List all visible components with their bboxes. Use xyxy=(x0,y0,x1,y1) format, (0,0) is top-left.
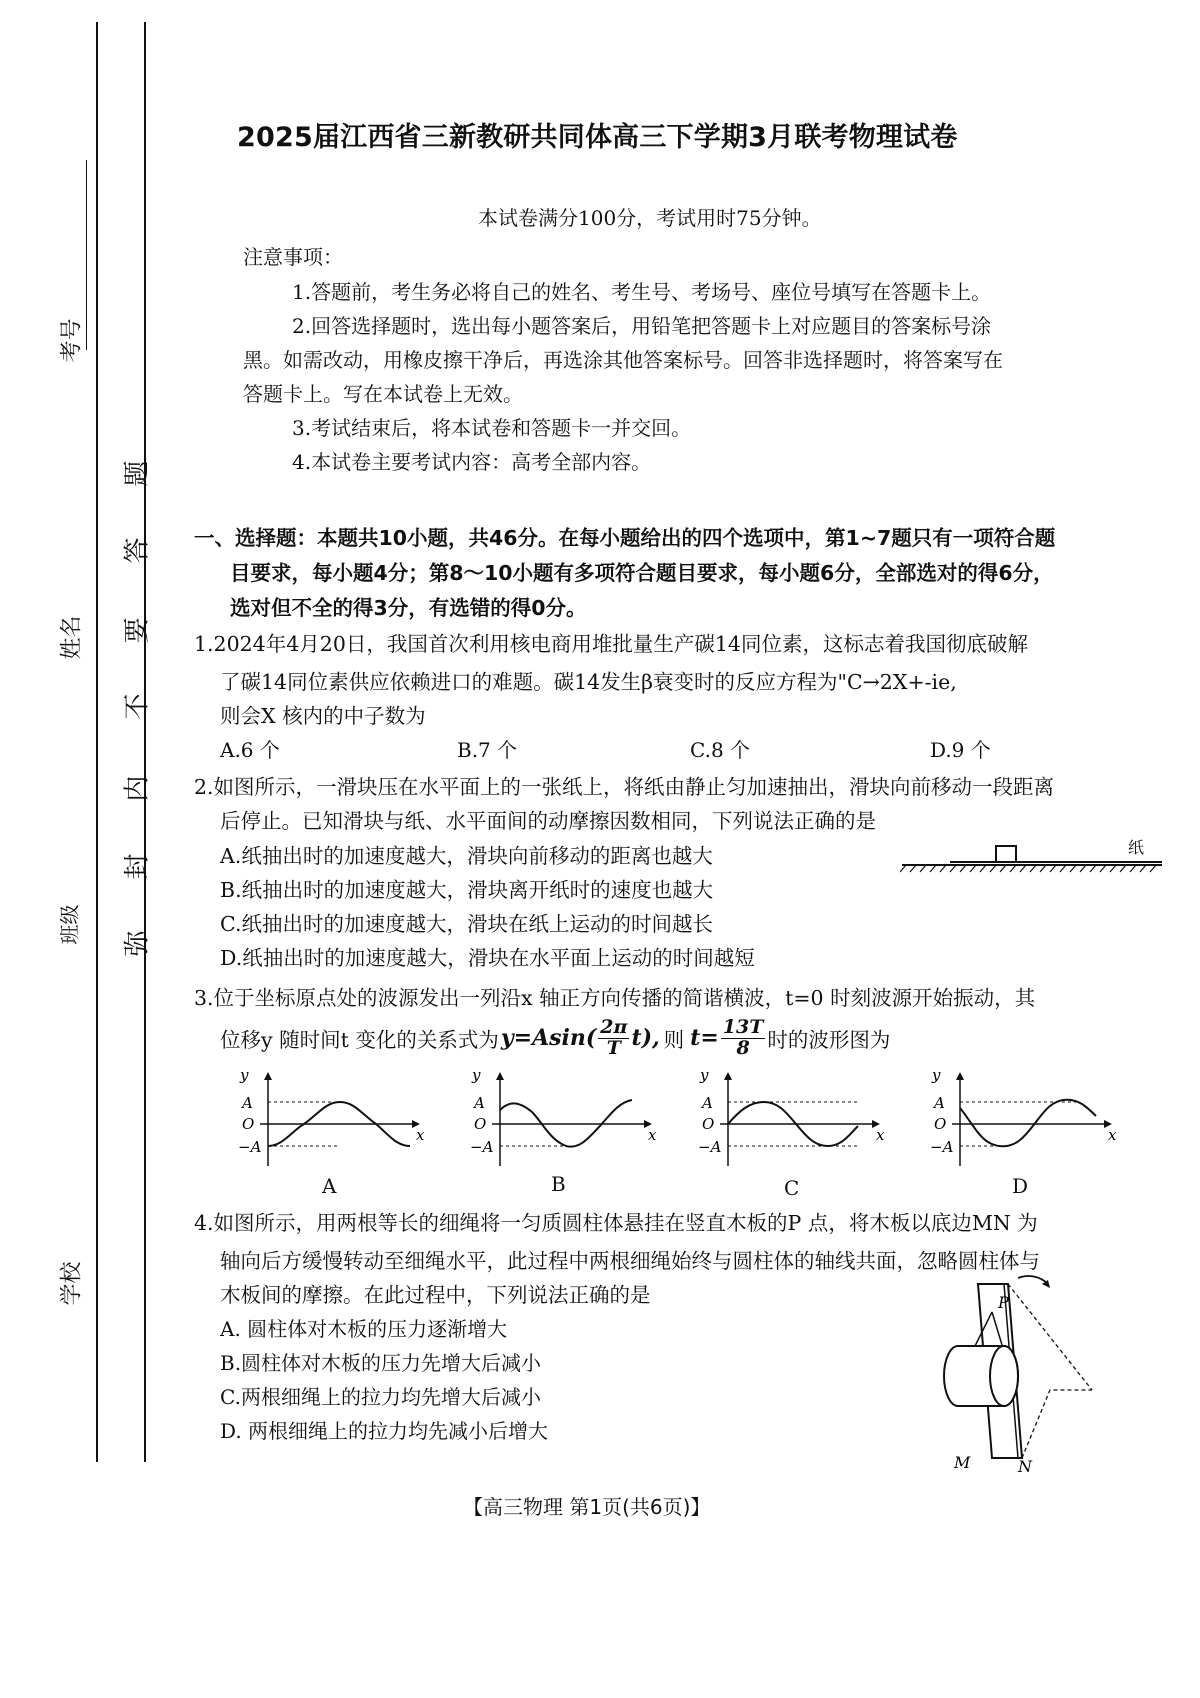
seal-char-3: 要 xyxy=(122,617,153,644)
q1-option-d: D.9 个 xyxy=(930,738,991,762)
class-label: 班级 xyxy=(57,904,82,945)
q3-graph-b-label: B xyxy=(551,1172,566,1196)
svg-text:y: y xyxy=(932,1070,941,1084)
q4-line-1: 4.如图所示，用两根等长的细绳将一匀质圆柱体悬挂在竖直木板的P 点，将木板以底边MN 为 xyxy=(194,1211,1038,1235)
svg-text:−A: −A xyxy=(470,1138,494,1156)
notice-line-3: 黑。如需改动，用橡皮擦干净后，再选涂其他答案标号。回答非选择题时，将答案写在 xyxy=(243,348,1003,372)
svg-text:A: A xyxy=(702,1094,713,1112)
exam-no-label: 考号 xyxy=(59,318,85,363)
q4-option-b: B.圆柱体对木板的压力先增大后减小 xyxy=(220,1351,542,1375)
q3-formula-1-tail: t), xyxy=(631,1025,660,1051)
seal-char-4: 不 xyxy=(122,693,153,720)
svg-text:−A: −A xyxy=(238,1138,262,1156)
q2-option-d: D.纸抽出时的加速度越大，滑块在水平面上运动的时间越短 xyxy=(220,946,755,970)
name-label: 姓名 xyxy=(59,615,85,660)
page-footer: 【高三物理 第1页(共6页)】 xyxy=(463,1495,711,1519)
svg-text:−A: −A xyxy=(930,1138,954,1156)
notice-heading: 注意事项： xyxy=(243,245,343,269)
svg-text:x: x xyxy=(416,1126,425,1144)
svg-text:A: A xyxy=(242,1094,253,1112)
q4-point-n: N xyxy=(1018,1457,1032,1472)
q2-slider-block xyxy=(996,846,1016,862)
notice-line-5: 3.考试结束后，将本试卷和答题卡一并交回。 xyxy=(292,416,692,440)
q2-option-a: A.纸抽出时的加速度越大，滑块向前移动的距离也越大 xyxy=(220,844,713,868)
q4-rotated-board xyxy=(1022,1390,1092,1458)
q2-line-1: 2.如图所示，一滑块压在水平面上的一张纸上，将纸由静止匀加速抽出，滑块向前移动一段距离 xyxy=(194,775,1055,799)
q3-line-1: 3.位于坐标原点处的波源发出一列沿x 轴正方向传播的简谐横波，t=0 时刻波源开始振动，其 xyxy=(194,986,1036,1010)
q1-line-3: 则会X 核内的中子数为 xyxy=(220,704,426,728)
svg-text:x: x xyxy=(876,1126,885,1144)
svg-text:y: y xyxy=(240,1070,249,1084)
svg-text:O: O xyxy=(702,1115,715,1133)
binding-line-right xyxy=(144,22,146,1462)
notice-line-4: 答题卡上。写在本试卷上无效。 xyxy=(243,382,523,406)
q2-option-b: B.纸抽出时的加速度越大，滑块离开纸时的速度也越大 xyxy=(220,878,714,902)
q3-line-2-pre: 位移y 随时间t 变化的关系式为 xyxy=(220,1028,499,1052)
q4-point-p: P xyxy=(998,1293,1009,1312)
svg-text:O: O xyxy=(242,1115,255,1133)
q4-line-3: 木板间的摩擦。在此过程中，下列说法正确的是 xyxy=(220,1283,651,1307)
notice-line-1: 1.答题前，考生务必将自己的姓名、考生号、考场号、座位号填写在答题卡上。 xyxy=(292,280,992,304)
q2-line-2: 后停止。已知滑块与纸、水平面间的动摩擦因数相同，下列说法正确的是 xyxy=(220,809,876,833)
q1-option-a: A.6 个 xyxy=(220,738,280,762)
q2-ground-hatch xyxy=(900,865,1156,872)
q2-paper-label: 纸 xyxy=(1128,838,1145,857)
q3-graph-d-wave xyxy=(960,1100,1096,1147)
q4-figure xyxy=(940,1272,1150,1472)
svg-text:O: O xyxy=(474,1115,487,1133)
section1-line-3: 选对但不全的得3分，有选错的得0分。 xyxy=(230,596,587,620)
seal-char-2: 答 xyxy=(122,537,153,564)
q2-option-c: C.纸抽出时的加速度越大，滑块在纸上运动的时间越长 xyxy=(220,912,713,936)
q3-formula-2: t= xyxy=(690,1025,719,1051)
q4-line-2: 轴向后方缓慢转动至细绳水平，此过程中两根细绳始终与圆柱体的轴线共面，忽略圆柱体与 xyxy=(220,1249,1040,1273)
q3-formula-1: y=Asin( xyxy=(500,1025,597,1051)
q1-line-2: 了碳14同位素供应依赖进口的难题。碳14发生β衰变时的反应方程为"C→2X+-ie, xyxy=(220,670,957,694)
q3-graph-c xyxy=(698,1070,888,1170)
q3-graph-a xyxy=(238,1070,428,1170)
q3-fraction-2 xyxy=(721,1015,766,1059)
q3-line-2-post: 时的波形图为 xyxy=(767,1028,891,1052)
svg-text:y: y xyxy=(700,1070,709,1084)
q3-graph-c-label: C xyxy=(784,1176,800,1200)
q1-option-b: B.7 个 xyxy=(457,738,518,762)
exam-info: 本试卷满分100分，考试用时75分钟。 xyxy=(478,206,822,230)
q3-graph-d xyxy=(930,1070,1120,1170)
q1-option-c: C.8 个 xyxy=(690,738,751,762)
section1-line-1: 一、选择题：本题共10小题，共46分。在每小题给出的四个选项中，第1~7题只有一项符合题 xyxy=(194,526,1056,550)
q3-fraction-2-den: 8 xyxy=(736,1036,750,1059)
svg-text:A: A xyxy=(474,1094,485,1112)
q3-fraction-1-den: T xyxy=(606,1036,621,1059)
seal-char-5: 内 xyxy=(122,775,153,802)
q4-option-a: A. 圆柱体对木板的压力逐渐增大 xyxy=(220,1317,508,1341)
q1-line-1: 1.2024年4月20日，我国首次利用核电商用堆批量生产碳14同位素，这标志着我国彻底破解 xyxy=(194,632,1028,656)
q4-option-c: C.两根细绳上的拉力均先增大后减小 xyxy=(220,1385,541,1409)
exam-no-blank-line xyxy=(86,160,87,350)
q3-fraction-1-num: 2π xyxy=(600,1015,628,1038)
q4-point-m: M xyxy=(954,1453,971,1472)
seal-char-1: 题 xyxy=(122,460,153,487)
page-title: 2025届江西省三新教研共同体高三下学期3月联考物理试卷 xyxy=(237,122,958,153)
section1-line-2: 目要求，每小题4分；第8～10小题有多项符合题目要求，每小题6分，全部选对的得6分， xyxy=(230,561,1054,585)
seal-char-6: 封 xyxy=(122,853,153,880)
q3-graph-b xyxy=(470,1070,660,1170)
q3-graph-d-label: D xyxy=(1012,1174,1029,1198)
svg-text:x: x xyxy=(1108,1126,1117,1144)
q3-fraction-2-num: 13T xyxy=(722,1015,764,1038)
q3-line-2-mid: 则 xyxy=(663,1028,685,1052)
seal-char-7: 弥 xyxy=(122,930,153,957)
q3-line-2 xyxy=(220,1010,890,1066)
svg-text:−A: −A xyxy=(698,1138,722,1156)
q4-option-d: D. 两根细绳上的拉力均先减小后增大 xyxy=(220,1419,549,1443)
school-label: 学校 xyxy=(59,1261,85,1306)
q4-rotation-arrow xyxy=(1018,1276,1048,1284)
svg-text:A: A xyxy=(934,1094,945,1112)
binding-line-left xyxy=(96,22,98,1462)
notice-line-2: 2.回答选择题时，选出每小题答案后，用铅笔把答题卡上对应题目的答案标号涂 xyxy=(292,314,992,338)
notice-line-6: 4.本试卷主要考试内容：高考全部内容。 xyxy=(292,450,652,474)
svg-text:y: y xyxy=(472,1070,481,1084)
q3-fraction-1 xyxy=(598,1015,629,1059)
q3-graph-a-label: A xyxy=(322,1174,337,1198)
svg-text:O: O xyxy=(934,1115,947,1133)
svg-text:x: x xyxy=(648,1126,657,1144)
